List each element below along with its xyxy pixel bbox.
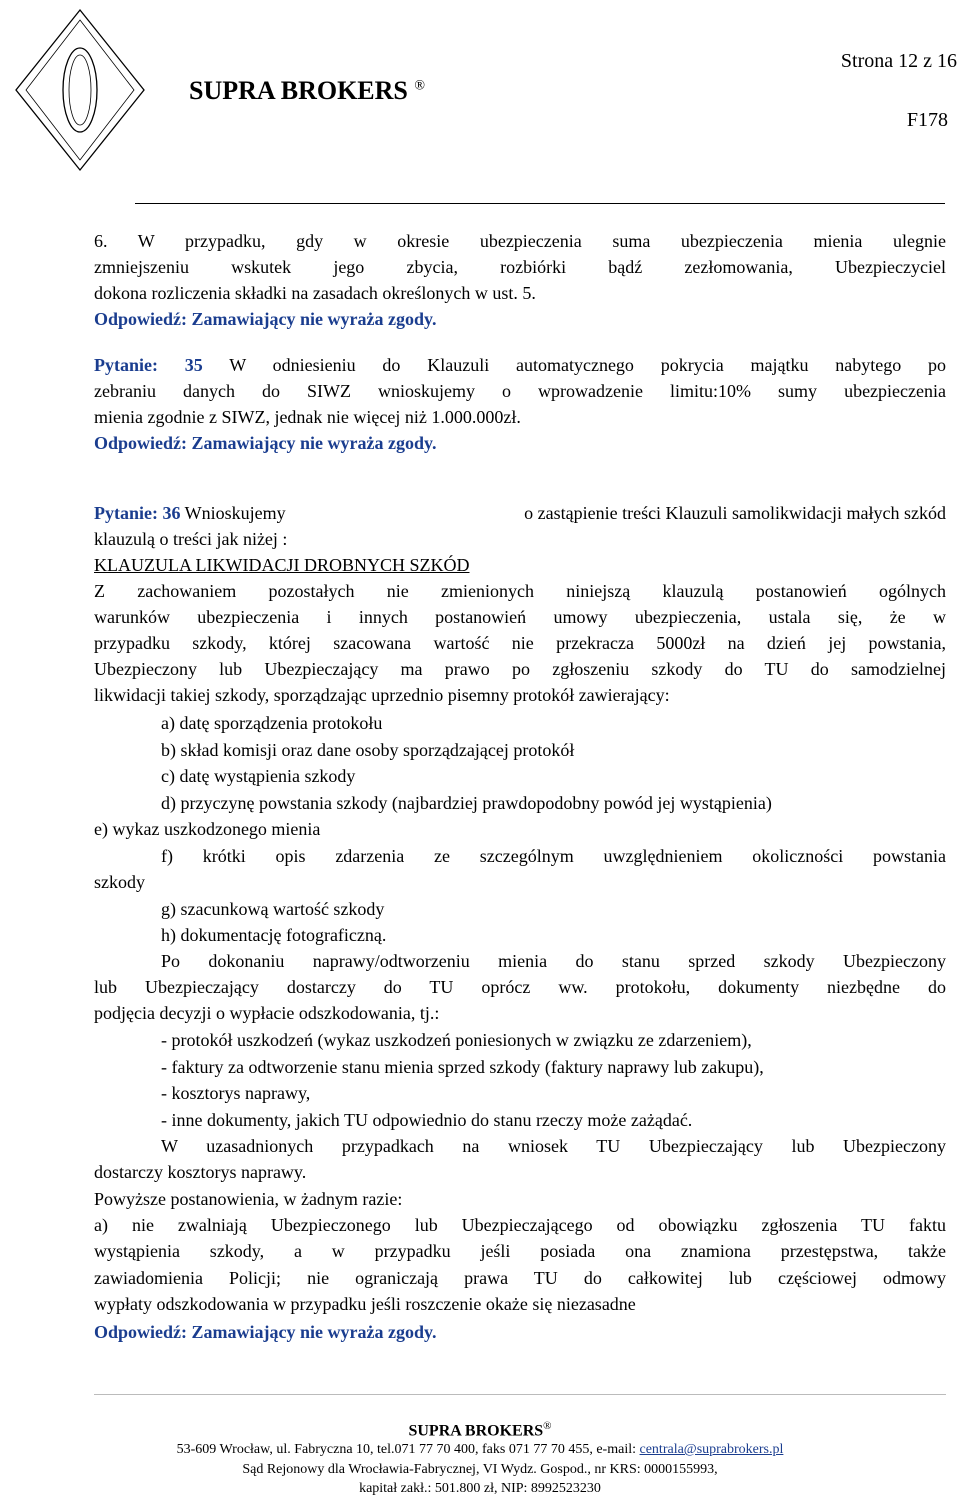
list-item-e: e) wykaz uszkodzonego mienia (94, 819, 321, 839)
registered-mark-icon: ® (414, 78, 426, 94)
provision-a-line-2: wystąpienia szkody, a w przypadku jeśli posiada ona znamiona przestępstwa, także (94, 1241, 946, 1261)
answer-6: Odpowiedź: Zamawiający nie wyraża zgody. (94, 309, 437, 329)
footer-email-link[interactable]: centrala@suprabrokers.pl (639, 1442, 784, 1457)
clause-p5: likwidacji takiej szkody, sporządzając uprzednio pisemny protokół zawierający: (94, 685, 670, 705)
list-item-c: c) datę wystąpienia szkody (161, 766, 356, 786)
header-brand (189, 76, 425, 106)
q35-line-2: zebraniu danych do SIWZ wnioskujemy o wprowadzenie limitu:10% sumy ubezpieczenia (94, 381, 946, 401)
footer-address-text: 53-609 Wrocław, ul. Fabryczna 10, tel.071 77 70 400, faks 071 77 70 455, e-mail: (176, 1442, 640, 1457)
header-rule (135, 203, 945, 204)
repair-line-2: lub Ubezpieczający dostarczy do TU oprócz ww. protokołu, dokumenty niezbędne do (94, 977, 946, 997)
company-logo (10, 6, 150, 176)
provision-a-line-3: zawiadomienia Policji; nie ograniczają prawa TU do całkowitej lub częściowej odmowy (94, 1268, 946, 1288)
list-item-a: a) datę sporządzenia protokołu (161, 713, 383, 733)
q36-label: Pytanie: 36 (94, 503, 181, 523)
clause-p3: przypadku szkody, której szacowana wartość nie przekracza 5000zł na dzień jej powstania, (94, 633, 946, 653)
estimate-line-1: W uzasadnionych przypadkach na wniosek TU Ubezpieczający lub Ubezpieczony (161, 1136, 946, 1156)
list-item-f-1: f) krótki opis zdarzenia ze szczególnym uwzględnieniem okoliczności powstania (161, 846, 946, 866)
clause-p1: Z zachowaniem pozostałych nie zmienionych niniejszą klauzulą postanowień ogólnych (94, 581, 946, 601)
repair-line-1: Po dokonaniu naprawy/odtworzeniu mienia do stanu sprzed szkody Ubezpieczony (161, 951, 946, 971)
answer-35: Odpowiedź: Zamawiający nie wyraża zgody. (94, 433, 437, 453)
doc-item-2: - faktury za odtworzenie stanu mienia sprzed szkody (faktury naprawy lub zakupu), (161, 1057, 764, 1077)
footer-address (0, 1441, 960, 1459)
q36-text-b: o zastąpienie treści Klauzuli samolikwidacji małych szkód (524, 503, 946, 523)
header-brand-name: SUPRA BROKERS (189, 76, 408, 105)
estimate-line-2: dostarczy kosztorys naprawy. (94, 1162, 307, 1182)
footer-rule (94, 1394, 946, 1395)
list-item-f-2: szkody (94, 872, 145, 892)
footer-brand (0, 1416, 960, 1441)
list-item-g: g) szacunkową wartość szkody (161, 899, 385, 919)
page-number: Strona 12 z 16 (840, 50, 957, 72)
footer-brand-name: SUPRA BROKERS (408, 1422, 544, 1440)
q6-line-1: 6. W przypadku, gdy w okresie ubezpieczenia suma ubezpieczenia mienia ulegnie (94, 231, 946, 251)
list-item-d: d) przyczynę powstania szkody (najbardziej prawdopodobny powód jej wystąpienia) (161, 793, 772, 813)
provision-a-line-4: wypłaty odszkodowania w przypadku jeśli roszczenie okaże się niezasadne (94, 1294, 636, 1314)
q36-text-a: Wnioskujemy (184, 503, 286, 523)
provision-a-line-1: a) nie zwalniają Ubezpieczonego lub Ubezpieczającego od obowiązku zgłoszenia TU faktu (94, 1215, 946, 1235)
repair-line-3: podjęcia decyzji o wypłacie odszkodowania, tj.: (94, 1003, 440, 1023)
provisions-intro: Powyższe postanowienia, w żadnym razie: (94, 1189, 403, 1209)
doc-item-3: - kosztorys naprawy, (161, 1083, 311, 1103)
clause-title: KLAUZULA LIKWIDACJI DROBNYCH SZKÓD (94, 555, 470, 575)
q35-line-1 (94, 352, 946, 378)
clause-p4: Ubezpieczony lub Ubezpieczający ma prawo po zgłoszeniu szkody do TU do samodzielnej (94, 659, 946, 679)
list-item-h: h) dokumentację fotograficzną. (161, 925, 387, 945)
q36-line-2: klauzulą o treści jak niżej : (94, 529, 288, 549)
doc-item-4: - inne dokumenty, jakich TU odpowiednio do stanu rzeczy może zażądać. (161, 1110, 693, 1130)
footer-capital: kapitał zakł.: 501.800 zł, NIP: 8992523230 (359, 1481, 601, 1496)
list-item-b: b) skład komisji oraz dane osoby sporządzającej protokół (161, 740, 575, 760)
q6-line-2: zmniejszeniu wskutek jego zbycia, rozbiórki bądź zezłomowania, Ubezpieczyciel (94, 257, 946, 277)
document-code: F178 (906, 109, 948, 131)
footer-registered-mark-icon: ® (543, 1420, 552, 1432)
doc-item-1: - protokół uszkodzeń (wykaz uszkodzeń poniesionych w związku ze zdarzeniem), (161, 1030, 752, 1050)
clause-p2: warunków ubezpieczenia i innych postanowień umowy ubezpieczenia, ustala się, że w (94, 607, 946, 627)
q35-line-3: mienia zgodnie z SIWZ, jednak nie więcej niż 1.000.000zł. (94, 407, 521, 427)
q35-text: W odniesieniu do Klauzuli automatycznego pokrycia majątku nabytego po (202, 355, 946, 375)
q6-line-3: dokona rozliczenia składki na zasadach określonych w ust. 5. (94, 283, 536, 303)
footer-court: Sąd Rejonowy dla Wrocławia-Fabrycznej, VI Wydz. Gospod., nr KRS: 0000155993, (242, 1462, 718, 1477)
answer-36: Odpowiedź: Zamawiający nie wyraża zgody. (94, 1322, 437, 1342)
q36-line-1 (94, 500, 946, 526)
q35-label: Pytanie: 35 (94, 355, 203, 375)
